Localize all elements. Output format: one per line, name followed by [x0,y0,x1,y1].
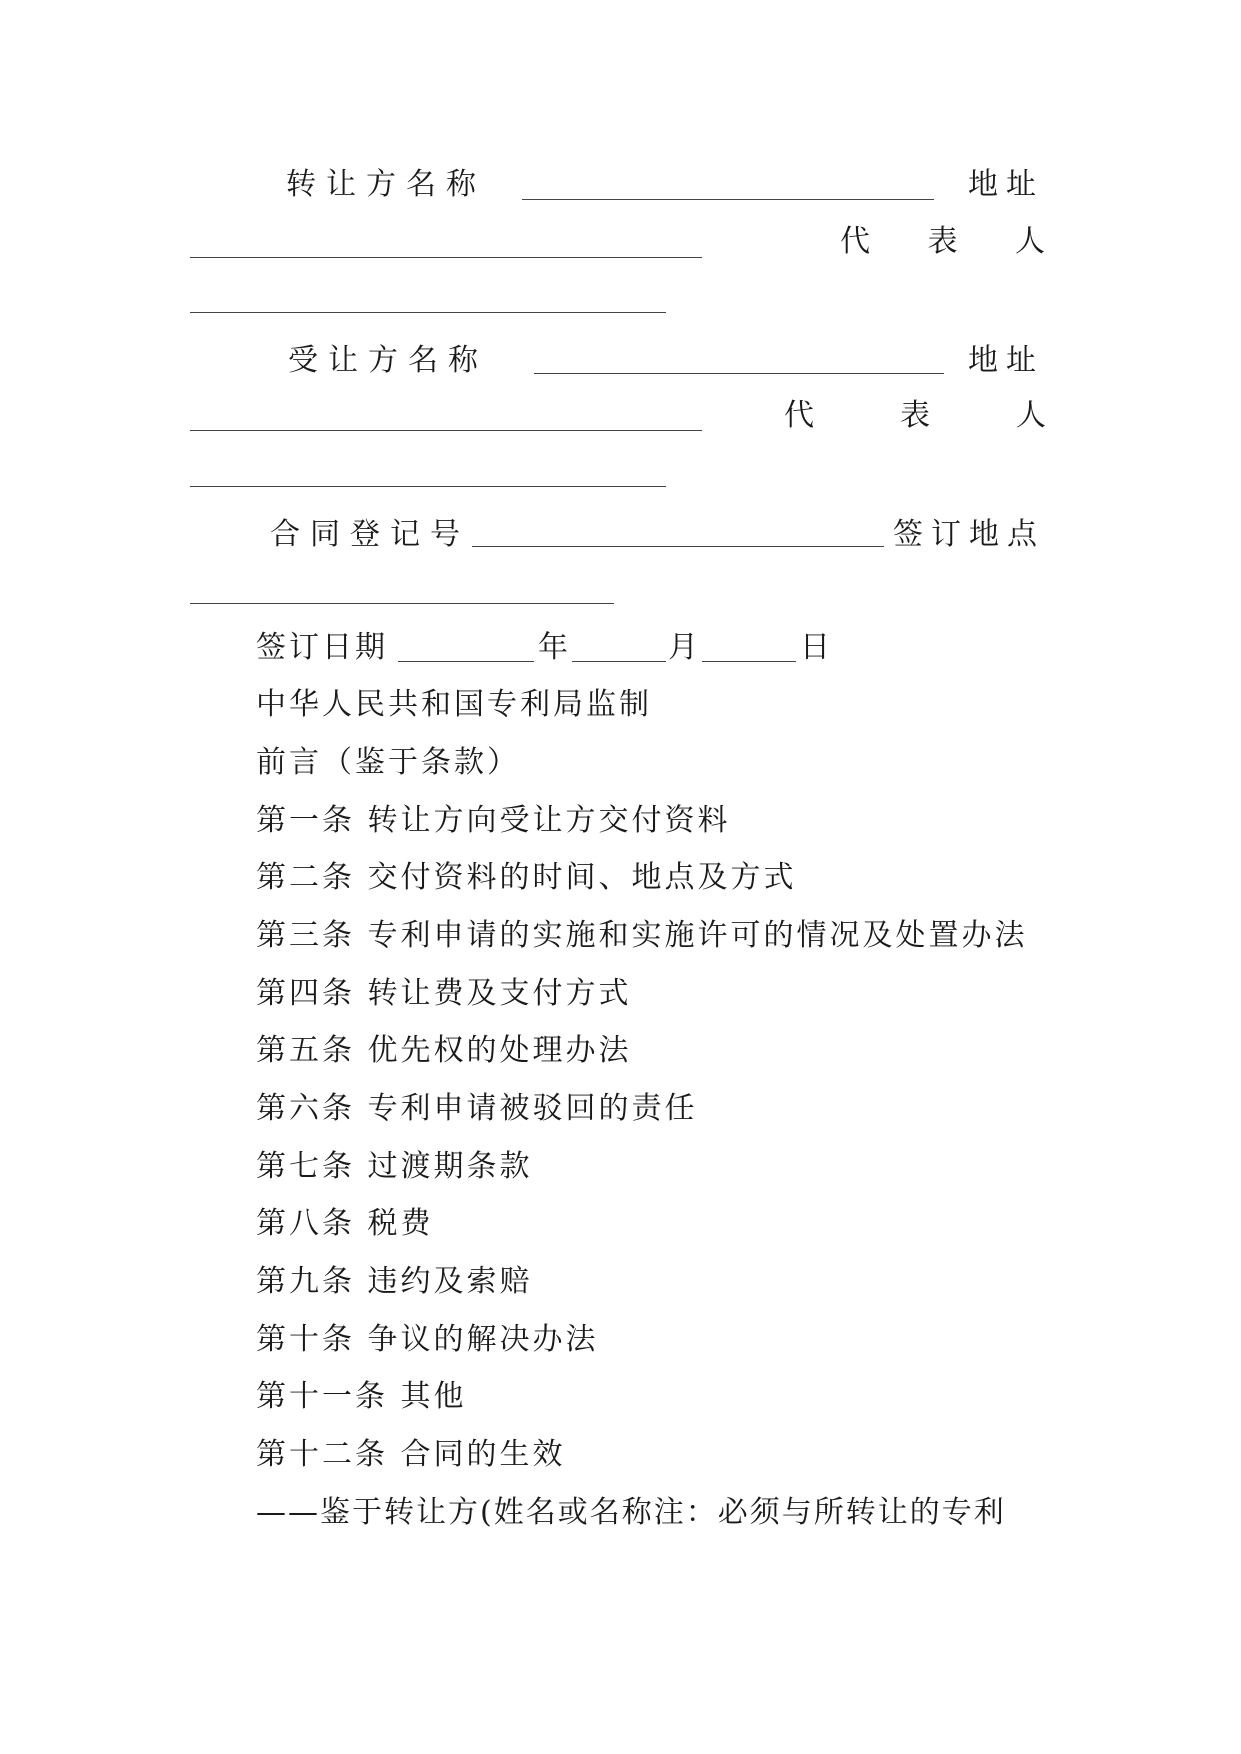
toc-item-8: 第八条 税费 [256,1206,434,1241]
transferee-name-blank[interactable] [534,373,944,374]
sign-place-label: 签订地点 [893,517,1045,552]
preamble-text-line: ——鉴于转让方(姓名或名称注：必须与所转让的专利 [256,1495,1006,1530]
transferee-name-label: 受让方名称 [288,343,488,378]
toc-item-3: 第三条 专利申请的实施和实施许可的情况及处置办法 [256,918,1028,953]
rep-char: 代 [840,224,870,259]
toc-item-7: 第七条 过渡期条款 [256,1149,533,1184]
transferor-address-blank[interactable] [190,257,702,258]
rep-char: 表 [927,224,958,259]
transferee-representative-label [784,396,1046,436]
toc-item-1: 第一条 转让方向受让方交付资料 [256,803,731,838]
sign-month-label: 月 [668,630,698,665]
toc-item-5: 第五条 优先权的处理办法 [256,1033,632,1068]
contract-no-label: 合同登记号 [270,517,470,552]
transferor-name-blank[interactable] [522,199,934,200]
toc-item-6: 第六条 专利申请被驳回的责任 [256,1091,698,1126]
transferor-representative-label [840,222,1045,262]
transferor-address-label: 地址 [968,167,1044,202]
contract-no-blank[interactable] [472,546,884,547]
transferor-representative-blank[interactable] [190,312,666,313]
rep-char: 代 [784,398,814,433]
toc-item-12: 第十二条 合同的生效 [256,1437,566,1472]
toc-item-4: 第四条 转让费及支付方式 [256,976,632,1011]
transferee-address-blank[interactable] [190,430,702,431]
transferor-name-label: 转让方名称 [286,167,486,202]
sign-month-blank[interactable] [572,661,666,662]
sign-year-blank[interactable] [398,661,534,662]
toc-item-preamble: 前言（鉴于条款） [256,745,520,780]
transferee-address-label: 地址 [968,343,1044,378]
toc-item-10: 第十条 争议的解决办法 [256,1322,599,1357]
sign-day-blank[interactable] [702,661,796,662]
transferee-representative-blank[interactable] [190,486,666,487]
sign-place-blank[interactable] [190,603,614,604]
sign-date-label: 签订日期 [256,630,388,665]
toc-item-9: 第九条 违约及索赔 [256,1264,533,1299]
sign-day-label: 日 [800,630,830,665]
rep-char: 表 [900,398,930,433]
rep-char: 人 [1015,224,1045,259]
supervisor-line: 中华人民共和国专利局监制 [256,687,652,722]
toc-item-11: 第十一条 其他 [256,1379,467,1414]
toc-item-2: 第二条 交付资料的时间、地点及方式 [256,860,797,895]
sign-year-label: 年 [538,630,568,665]
rep-char: 人 [1016,398,1046,433]
